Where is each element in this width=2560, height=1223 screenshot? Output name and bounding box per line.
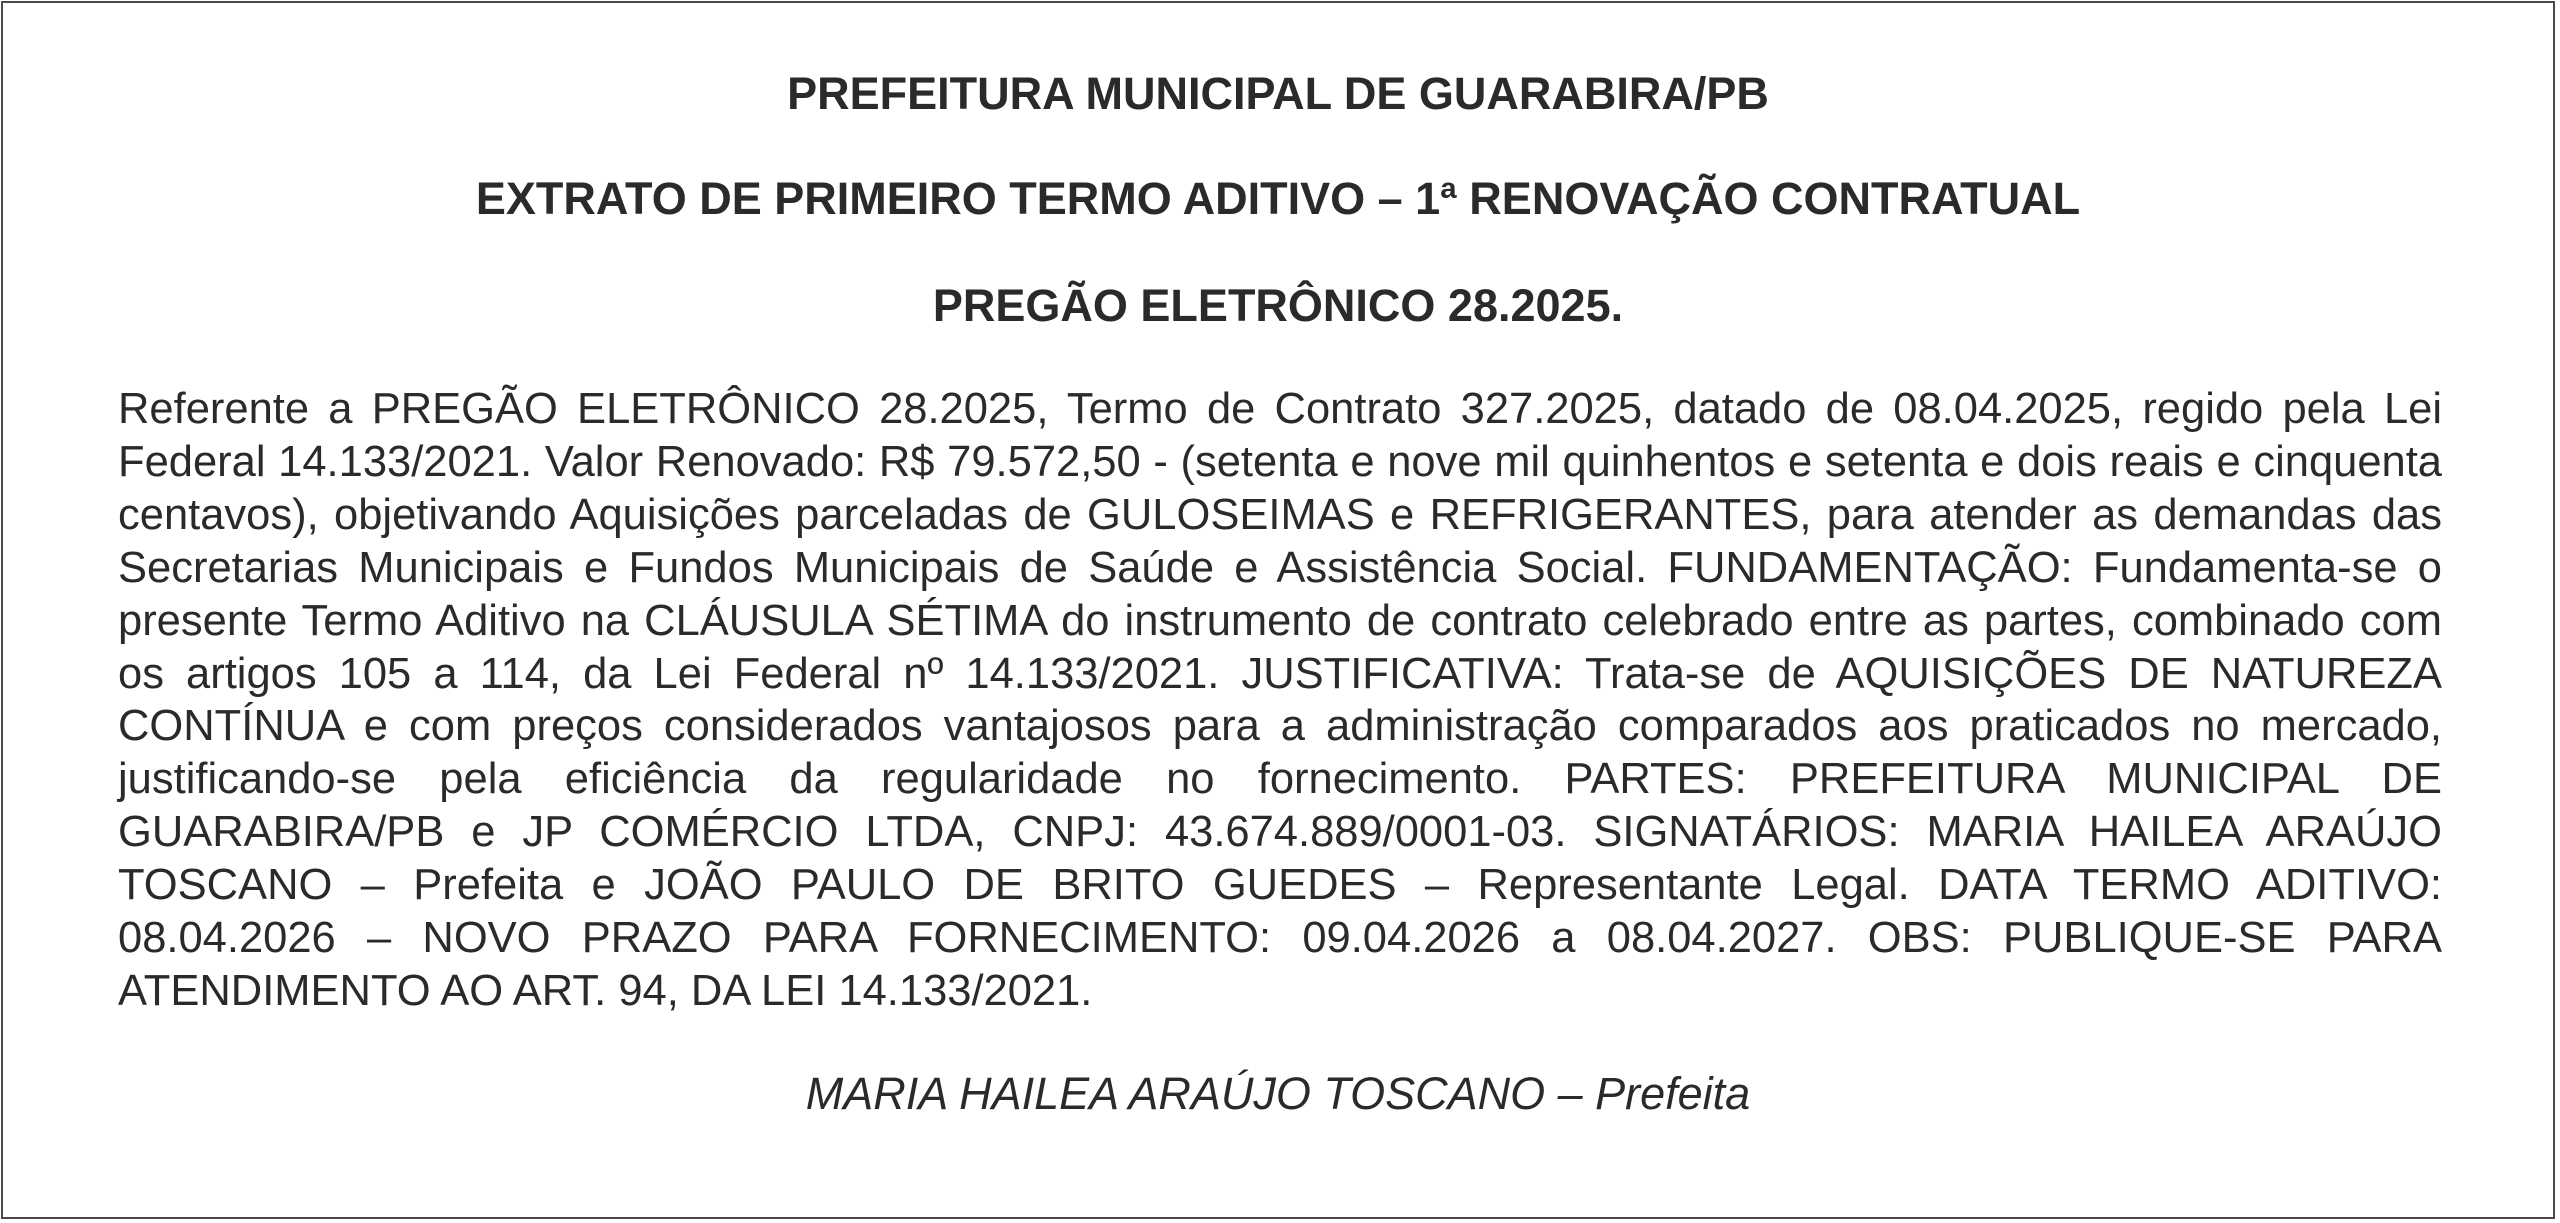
procurement-reference: PREGÃO ELETRÔNICO 28.2025. — [932, 280, 1624, 331]
extract-body-text: Referente a PREGÃO ELETRÔNICO 28.2025, Termo de Contrato 327.2025, datado de 08.04.2025, regido pela Lei Federal 14.133/2021. Valor Renovado: R$ 79.572,50 - (setenta e nove mil quinhentos e setenta e dois reais e cinquenta centavos), objetivando Aquisições parceladas de GULOSEIMAS e REFRIGERANTES, para atender as demandas das Secretarias Municipais e Fundos Municipais de Saúde e Assistência Social. FUNDAMENTAÇÃO: Fundamenta-se o presente Termo Aditivo na CLÁUSULA SÉTIMA do instrumento de contrato celebrado entre as partes, combinado com os artigos 105 a 114, da Lei Federal nº 14.133/2021. JUSTIFICATIVA: Trata-se de AQUISIÇÕES DE NATUREZA CONTÍNUA e com preços considerados vantajosos para a administração comparados aos praticados no mercado, justificando-se pela eficiência da regularidade no fornecimento. PARTES: PREFEITURA MUNICIPAL DE GUARABIRA/PB e JP COMÉRCIO LTDA, CNPJ: 43.674.889/0001-03. SIGNATÁRIOS: MARIA HAILEA ARAÚJO TOSCANO – Prefeita e JOÃO PAULO DE BRITO GUEDES – Representante Legal. DATA TERMO ADITIVO: 08.04.2026 – NOVO PRAZO PARA FORNECIMENTO: 09.04.2026 a 08.04.2027. OBS: PUBLIQUE-SE PARA ATENDIMENTO AO ART. 94, DA LEI 14.133/2021. — [118, 385, 2442, 1015]
document-subtitle: EXTRATO DE PRIMEIRO TERMO ADITIVO – 1ª RENOVAÇÃO CONTRATUAL — [475, 173, 2081, 224]
municipality-title: PREFEITURA MUNICIPAL DE GUARABIRA/PB — [787, 68, 1769, 119]
signature-line: MARIA HAILEA ARAÚJO TOSCANO – Prefeita — [805, 1068, 1751, 1119]
